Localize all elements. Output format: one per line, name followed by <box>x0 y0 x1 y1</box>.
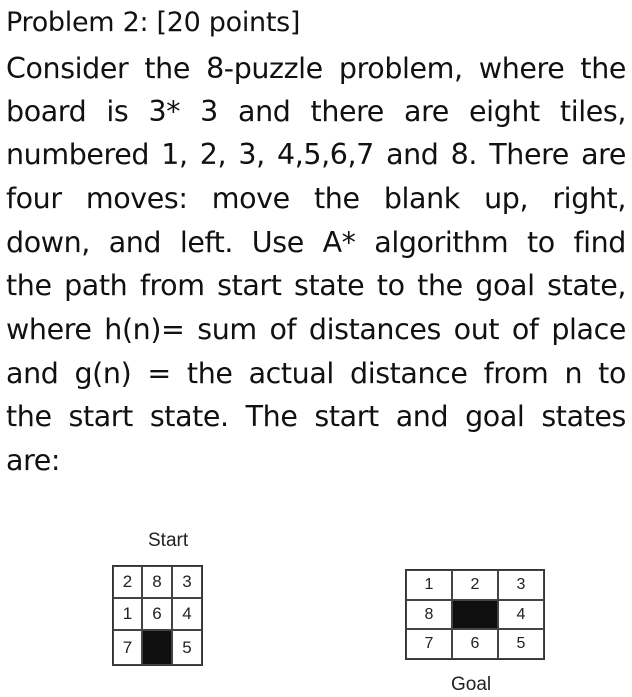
goal-tile-9: 5 <box>498 629 544 659</box>
problem-line-3: numbered 1, 2, 3, 4,5,6,7 and 8. There are <box>6 138 626 171</box>
start-tile-2: 8 <box>142 566 172 598</box>
goal-tile-8: 6 <box>452 629 498 659</box>
start-tile-5: 6 <box>142 598 172 630</box>
problem-line-4: four moves: move the blank up, right, <box>6 182 626 215</box>
goal-state-label: Goal <box>451 674 492 695</box>
goal-tile-7: 7 <box>406 629 452 659</box>
problem-line-7: where h(n)= sum of distances out of place <box>6 313 626 346</box>
goal-state-grid <box>405 569 545 660</box>
problem-line-2: board is 3* 3 and there are eight tiles, <box>6 95 626 128</box>
goal-tile-2: 2 <box>452 570 498 600</box>
start-tile-1: 2 <box>113 566 142 598</box>
problem-line-10: are: <box>6 444 61 477</box>
start-tile-4: 1 <box>113 598 142 630</box>
start-tile-9: 5 <box>172 630 202 665</box>
start-state-grid <box>112 565 203 666</box>
goal-tile-4: 8 <box>406 600 452 629</box>
problem-line-1: Consider the 8-puzzle problem, where the <box>6 52 626 85</box>
start-state-label: Start <box>148 530 189 551</box>
goal-tile-1: 1 <box>406 570 452 600</box>
start-tile-7: 7 <box>113 630 142 665</box>
goal-tile-6: 4 <box>498 600 544 629</box>
problem-heading: Problem 2: [20 points] <box>6 7 301 38</box>
problem-line-8: and g(n) = the actual distance from n to <box>6 357 626 390</box>
problem-line-9: the start state. The start and goal states <box>6 400 626 433</box>
start-tile-6: 4 <box>172 598 202 630</box>
problem-line-5: down, and left. Use A* algorithm to find <box>6 226 626 259</box>
start-blank-tile <box>142 630 172 665</box>
goal-tile-3: 3 <box>498 570 544 600</box>
problem-line-6: the path from start state to the goal state, <box>6 269 626 302</box>
goal-blank-tile <box>452 600 498 629</box>
start-tile-3: 3 <box>172 566 202 598</box>
